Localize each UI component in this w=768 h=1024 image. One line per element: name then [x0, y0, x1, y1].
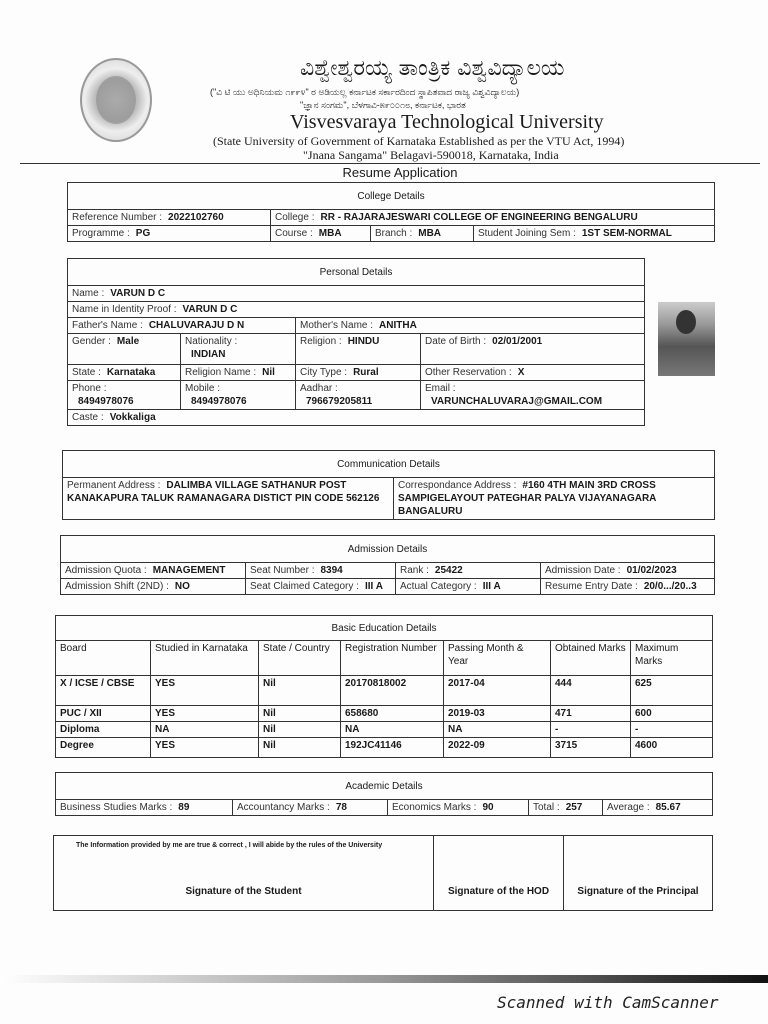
field-value: VARUN D C	[110, 288, 166, 299]
table-cell: 20170818002	[341, 676, 444, 706]
nationality	[181, 334, 296, 365]
field-value: 01/02/2023	[626, 565, 677, 576]
state	[68, 365, 181, 381]
table-cell: NA	[444, 722, 551, 738]
kannada-subtitle: ("ವಿ ಟಿ ಯು ಅಧಿನಿಯಮ ೧೯೯೪" ರ ಅಡಿಯಲ್ಲ ಕರ್ನಾಟಕ ಸರ್ಕಾರದಿಂದ ಸ್ಥಾಪಿತವಾದ ರಾಜ್ಯ ವಿಶ್ವವಿದ್ಯಾಲಯ)	[210, 87, 520, 97]
table-cell: 2022-09	[444, 738, 551, 758]
column-header: State / Country	[259, 641, 341, 676]
field-value: 25422	[434, 565, 463, 576]
field-value: RR - RAJARAJESWARI COLLEGE OF ENGINEERING BENGALURU	[320, 212, 638, 223]
field-value: NO	[174, 581, 190, 592]
college-name	[271, 210, 715, 226]
course	[271, 226, 371, 242]
column-header: Registration Number	[341, 641, 444, 676]
accountancy-marks	[233, 800, 388, 816]
table-cell: Nil	[259, 738, 341, 758]
table-cell: Nil	[259, 706, 341, 722]
field-label: Father's Name :	[72, 320, 143, 331]
field-label: Religion :	[300, 336, 342, 347]
aadhar	[296, 381, 421, 410]
table-cell: Nil	[259, 722, 341, 738]
declaration-text: The Information provided by me are true & correct , I will abide by the rules of the University	[76, 842, 383, 849]
field-label: Programme :	[72, 228, 130, 239]
field-label: Resume Entry Date :	[545, 581, 638, 592]
field-label: Other Reservation :	[425, 367, 512, 378]
field-value: Nil	[262, 367, 275, 378]
field-value: 8394	[320, 565, 343, 576]
field-value: ANITHA	[379, 320, 417, 331]
field-label: Permanent Address :	[67, 480, 161, 491]
field-value: 78	[335, 802, 347, 813]
branch	[371, 226, 474, 242]
joining-sem	[474, 226, 715, 242]
field-label: Mobile :	[185, 383, 221, 394]
column-header: Passing Month & Year	[444, 641, 551, 676]
field-label: Admission Quota :	[65, 565, 147, 576]
section-heading: College Details	[68, 183, 715, 210]
section-heading: Basic Education Details	[56, 616, 713, 641]
admission-details-table	[60, 535, 715, 595]
rank	[396, 563, 541, 579]
table-cell: NA	[151, 722, 259, 738]
correspondence-address	[394, 478, 715, 520]
field-value: Vokkaliga	[109, 412, 156, 423]
university-seal-logo	[80, 58, 152, 142]
table-cell: PUC / XII	[56, 706, 151, 722]
resume-entry-date	[541, 579, 715, 595]
column-header: Maximum Marks	[631, 641, 713, 676]
hod-signature-label: Signature of the HOD	[434, 836, 564, 911]
field-label: Economics Marks :	[392, 802, 477, 813]
field-label: Seat Claimed Category :	[250, 581, 359, 592]
kannada-address: "ಜ್ಞಾನ ಸಂಗಮ", ಬೆಳಗಾವಿ-೫೯೦೦೧೮, ಕರ್ನಾಟಕ, ಭಾರತ	[300, 100, 466, 110]
admission-quota	[61, 563, 246, 579]
section-heading: Communication Details	[63, 451, 715, 478]
table-cell: -	[631, 722, 713, 738]
student-signature-box	[54, 836, 434, 911]
name	[68, 286, 645, 302]
table-cell: 192JC41146	[341, 738, 444, 758]
field-label: Mother's Name :	[300, 320, 374, 331]
signature-table	[53, 835, 713, 911]
caste	[68, 410, 645, 426]
communication-details-table	[62, 450, 715, 520]
student-photo	[658, 302, 715, 376]
basic-education-table	[55, 615, 713, 758]
table-row	[56, 738, 713, 758]
field-label: Gender :	[72, 336, 111, 347]
field-value: 85.67	[655, 802, 681, 813]
college-details-table	[67, 182, 715, 242]
seat-number	[246, 563, 396, 579]
permanent-address	[63, 478, 394, 520]
field-label: Aadhar :	[300, 383, 338, 394]
other-reservation	[421, 365, 645, 381]
admission-shift	[61, 579, 246, 595]
table-cell: -	[551, 722, 631, 738]
camscanner-watermark: Scanned with CamScanner	[497, 993, 719, 1012]
programme	[68, 226, 271, 242]
table-cell: YES	[151, 738, 259, 758]
university-address: "Jnana Sangama" Belagavi-590018, Karnataka, India	[303, 148, 559, 162]
field-value: Male	[116, 336, 140, 347]
mobile	[181, 381, 296, 410]
field-value: III A	[482, 581, 501, 592]
university-subtitle: (State University of Government of Karnataka Established as per the VTU Act, 1994)	[213, 134, 625, 148]
table-cell: 625	[631, 676, 713, 706]
field-value: Karnataka	[106, 367, 156, 378]
field-value: VARUN D C	[182, 304, 238, 315]
section-heading: Admission Details	[61, 536, 715, 563]
table-cell: 4600	[631, 738, 713, 758]
field-label: Reference Number :	[72, 212, 163, 223]
phone	[68, 381, 181, 410]
field-value: Rural	[353, 367, 379, 378]
scan-edge-shadow	[0, 975, 768, 983]
field-label: Caste :	[72, 412, 104, 423]
field-label: Correspondance Address :	[398, 480, 517, 491]
field-value: MANAGEMENT	[152, 565, 226, 576]
mother-name	[296, 318, 645, 334]
date-of-birth	[421, 334, 645, 365]
field-value: MBA	[418, 228, 442, 239]
field-label: Religion Name :	[185, 367, 257, 378]
field-value: VARUNCHALUVARAJ@GMAIL.COM	[431, 396, 603, 407]
field-label: Actual Category :	[400, 581, 477, 592]
total-marks	[529, 800, 603, 816]
field-label: Student Joining Sem :	[478, 228, 576, 239]
section-heading: Personal Details	[68, 259, 645, 286]
field-value: DALIMBA VILLAGE SATHANUR POST KANAKAPURA TALUK RAMANAGARA DISTICT PIN CODE 562126	[67, 480, 380, 504]
admission-date	[541, 563, 715, 579]
table-cell: NA	[341, 722, 444, 738]
field-label: Admission Shift (2ND) :	[65, 581, 169, 592]
header-divider	[20, 163, 760, 164]
field-label: Admission Date :	[545, 565, 621, 576]
column-header: Obtained Marks	[551, 641, 631, 676]
field-label: Total :	[533, 802, 560, 813]
field-label: Accountancy Marks :	[237, 802, 330, 813]
field-value: #160 4TH MAIN 3RD CROSS SAMPIGELAYOUT PATEGHAR PALYA VIJAYANAGARA BANGALURU	[398, 480, 657, 517]
business-studies-marks	[56, 800, 233, 816]
seat-claimed-category	[246, 579, 396, 595]
gender	[68, 334, 181, 365]
field-label: Date of Birth :	[425, 336, 487, 347]
field-value: PG	[135, 228, 151, 239]
field-value: 1ST SEM-NORMAL	[581, 228, 672, 239]
table-cell: 2017-04	[444, 676, 551, 706]
field-label: Branch :	[375, 228, 413, 239]
table-cell: 600	[631, 706, 713, 722]
field-label: Average :	[607, 802, 650, 813]
field-value: 796679205811	[306, 396, 373, 407]
religion-name	[181, 365, 296, 381]
student-signature-label: Signature of the Student	[185, 886, 302, 897]
table-cell: Degree	[56, 738, 151, 758]
field-value: 2022102760	[168, 212, 224, 223]
field-label: Seat Number :	[250, 565, 315, 576]
table-cell: 444	[551, 676, 631, 706]
table-cell: 658680	[341, 706, 444, 722]
table-row	[56, 676, 713, 706]
field-value: 20/0.../20..3	[643, 581, 697, 592]
table-row	[56, 722, 713, 738]
field-value: X	[517, 367, 525, 378]
field-label: Business Studies Marks :	[60, 802, 173, 813]
field-label: Name in Identity Proof :	[72, 304, 177, 315]
father-name	[68, 318, 296, 334]
field-label: City Type :	[300, 367, 348, 378]
column-header: Studied in Karnataka	[151, 641, 259, 676]
document-title: Resume Application	[342, 165, 458, 180]
religion	[296, 334, 421, 365]
field-label: College :	[275, 212, 315, 223]
city-type	[296, 365, 421, 381]
field-value: INDIAN	[191, 349, 226, 360]
table-cell: 2019-03	[444, 706, 551, 722]
field-label: Nationality :	[185, 336, 238, 347]
email	[421, 381, 645, 410]
section-heading: Academic Details	[56, 773, 713, 800]
kannada-university-name: ವಿಶ್ವೇಶ್ವರಯ್ಯ ತಾಂತ್ರಿಕ ವಿಶ್ವವಿದ್ಯಾಲಯ	[300, 56, 565, 81]
field-label: State :	[72, 367, 101, 378]
average-marks	[603, 800, 713, 816]
table-cell: X / ICSE / CBSE	[56, 676, 151, 706]
field-label: Rank :	[400, 565, 429, 576]
actual-category	[396, 579, 541, 595]
university-name: Visvesvaraya Technological University	[290, 111, 604, 133]
field-value: 8494978076	[191, 396, 247, 407]
principal-signature-label: Signature of the Principal	[564, 836, 713, 911]
field-label: Course :	[275, 228, 313, 239]
academic-details-table	[55, 772, 713, 816]
economics-marks	[388, 800, 529, 816]
field-value: CHALUVARAJU D N	[148, 320, 245, 331]
reference-number	[68, 210, 271, 226]
field-label: Email :	[425, 383, 456, 394]
field-label: Phone :	[72, 383, 107, 394]
field-value: 02/01/2001	[492, 336, 543, 347]
education-header-row	[56, 641, 713, 676]
field-value: MBA	[318, 228, 342, 239]
field-value: 89	[178, 802, 190, 813]
table-cell: 3715	[551, 738, 631, 758]
column-header: Board	[56, 641, 151, 676]
field-value: 257	[565, 802, 583, 813]
field-value: III A	[364, 581, 383, 592]
field-value: 90	[482, 802, 494, 813]
table-cell: Diploma	[56, 722, 151, 738]
table-cell: Nil	[259, 676, 341, 706]
field-value: HINDU	[347, 336, 380, 347]
table-cell: YES	[151, 706, 259, 722]
table-row	[56, 706, 713, 722]
field-value: 8494978076	[78, 396, 134, 407]
table-cell: 471	[551, 706, 631, 722]
identity-name	[68, 302, 645, 318]
table-cell: YES	[151, 676, 259, 706]
field-label: Name :	[72, 288, 105, 299]
personal-details-table	[67, 258, 645, 426]
